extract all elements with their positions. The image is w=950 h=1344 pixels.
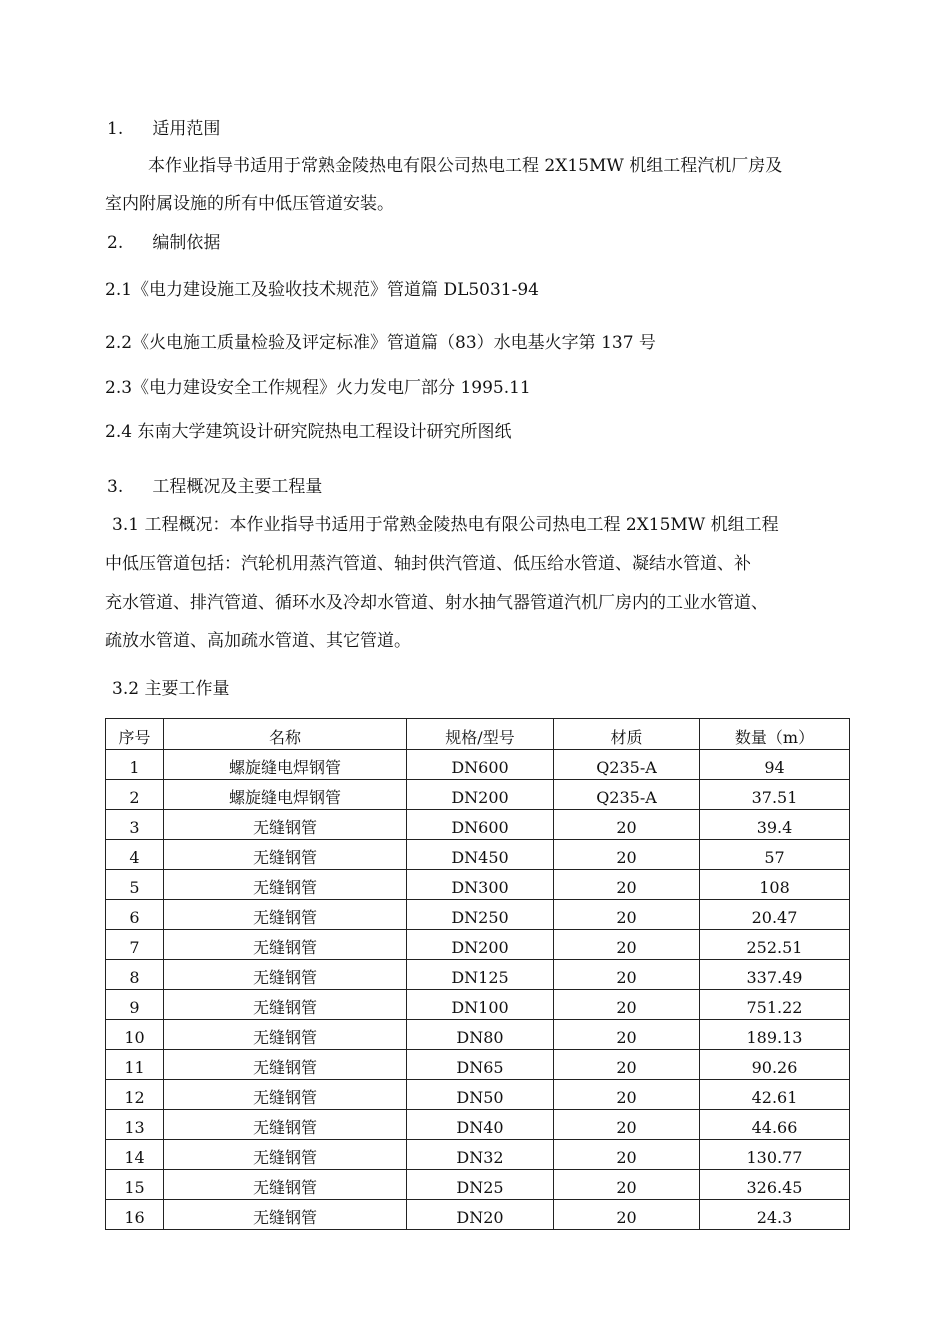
name-cell: 无缝钢管 (164, 1170, 407, 1200)
header-cell: 规格/型号 (407, 719, 554, 750)
material-cell: 20 (554, 1170, 700, 1200)
section-2-heading (107, 231, 220, 255)
section-2-number: 2. (107, 233, 124, 253)
reference-item: 2.3《电力建设安全工作规程》火力发电厂部分 1995.11 (105, 378, 531, 398)
table-row (106, 1050, 850, 1080)
name-cell: 无缝钢管 (164, 1140, 407, 1170)
spec-cell: DN200 (407, 930, 554, 960)
quantity-cell: 189.13 (700, 1020, 850, 1050)
table-header-row (106, 719, 850, 750)
quantity-cell: 20.47 (700, 900, 850, 930)
name-cell: 无缝钢管 (164, 1110, 407, 1140)
material-cell: 20 (554, 1080, 700, 1110)
material-cell: Q235-A (554, 750, 700, 780)
index-cell: 10 (106, 1020, 164, 1050)
name-cell: 螺旋缝电焊钢管 (164, 750, 407, 780)
section-2-title: 编制依据 (152, 233, 221, 253)
table-row (106, 810, 850, 840)
name-cell: 无缝钢管 (164, 1200, 407, 1230)
table-row (106, 930, 850, 960)
quantity-cell: 94 (700, 750, 850, 780)
material-cell: 20 (554, 960, 700, 990)
material-cell: 20 (554, 990, 700, 1020)
index-cell: 5 (106, 870, 164, 900)
spec-cell: DN65 (407, 1050, 554, 1080)
section-3-1-line: 3.1 工程概况：本作业指导书适用于常熟金陵热电有限公司热电工程 2X15MW 机组工程 (112, 515, 779, 535)
name-cell: 无缝钢管 (164, 960, 407, 990)
table-row (106, 750, 850, 780)
spec-cell: DN200 (407, 780, 554, 810)
material-cell: 20 (554, 930, 700, 960)
index-cell: 14 (106, 1140, 164, 1170)
material-cell: 20 (554, 810, 700, 840)
quantity-cell: 37.51 (700, 780, 850, 810)
table-row (106, 1020, 850, 1050)
material-cell: 20 (554, 870, 700, 900)
section-1-title: 适用范围 (152, 119, 221, 139)
spec-cell: DN40 (407, 1110, 554, 1140)
section-3-2-title: 3.2 主要工作量 (112, 679, 230, 699)
spec-cell: DN600 (407, 750, 554, 780)
index-cell: 8 (106, 960, 164, 990)
material-cell: 20 (554, 1110, 700, 1140)
index-cell: 7 (106, 930, 164, 960)
table-row (106, 1140, 850, 1170)
quantity-cell: 751.22 (700, 990, 850, 1020)
index-cell: 15 (106, 1170, 164, 1200)
material-cell: 20 (554, 840, 700, 870)
section-1-heading (107, 117, 220, 141)
spec-cell: DN32 (407, 1140, 554, 1170)
table-row (106, 960, 850, 990)
quantity-cell: 130.77 (700, 1140, 850, 1170)
name-cell: 无缝钢管 (164, 810, 407, 840)
table-row (106, 1080, 850, 1110)
index-cell: 13 (106, 1110, 164, 1140)
section-3-1-line: 充水管道、排汽管道、循环水及冷却水管道、射水抽气器管道汽机厂房内的工业水管道、 (105, 593, 768, 613)
quantity-cell: 44.66 (700, 1110, 850, 1140)
section-1-body-line-1: 本作业指导书适用于常熟金陵热电有限公司热电工程 2X15MW 机组工程汽机厂房及 (148, 156, 783, 176)
workload-table (105, 718, 850, 1230)
material-cell: Q235-A (554, 780, 700, 810)
quantity-cell: 39.4 (700, 810, 850, 840)
index-cell: 4 (106, 840, 164, 870)
header-cell: 数量（m） (700, 719, 850, 750)
table-row (106, 900, 850, 930)
reference-item: 2.2《火电施工质量检验及评定标准》管道篇（83）水电基火字第 137 号 (105, 333, 656, 353)
material-cell: 20 (554, 1050, 700, 1080)
spec-cell: DN300 (407, 870, 554, 900)
index-cell: 9 (106, 990, 164, 1020)
spec-cell: DN450 (407, 840, 554, 870)
index-cell: 1 (106, 750, 164, 780)
quantity-cell: 252.51 (700, 930, 850, 960)
index-cell: 2 (106, 780, 164, 810)
index-cell: 6 (106, 900, 164, 930)
reference-item: 2.4 东南大学建筑设计研究院热电工程设计研究所图纸 (105, 422, 512, 442)
quantity-cell: 90.26 (700, 1050, 850, 1080)
section-1-number: 1. (107, 119, 124, 139)
quantity-cell: 108 (700, 870, 850, 900)
spec-cell: DN50 (407, 1080, 554, 1110)
table-row (106, 1110, 850, 1140)
spec-cell: DN25 (407, 1170, 554, 1200)
spec-cell: DN100 (407, 990, 554, 1020)
quantity-cell: 57 (700, 840, 850, 870)
spec-cell: DN250 (407, 900, 554, 930)
material-cell: 20 (554, 900, 700, 930)
section-3-1-line: 中低压管道包括：汽轮机用蒸汽管道、轴封供汽管道、低压给水管道、凝结水管道、补 (105, 554, 751, 574)
index-cell: 3 (106, 810, 164, 840)
index-cell: 12 (106, 1080, 164, 1110)
spec-cell: DN600 (407, 810, 554, 840)
material-cell: 20 (554, 1020, 700, 1050)
reference-item: 2.1《电力建设施工及验收技术规范》管道篇 DL5031-94 (105, 280, 539, 300)
spec-cell: DN80 (407, 1020, 554, 1050)
table-body (106, 750, 850, 1230)
quantity-cell: 337.49 (700, 960, 850, 990)
table-row (106, 990, 850, 1020)
quantity-cell: 326.45 (700, 1170, 850, 1200)
name-cell: 无缝钢管 (164, 840, 407, 870)
name-cell: 无缝钢管 (164, 1020, 407, 1050)
section-3-number: 3. (107, 477, 124, 497)
name-cell: 无缝钢管 (164, 870, 407, 900)
section-3-heading (107, 475, 322, 499)
header-cell: 序号 (106, 719, 164, 750)
spec-cell: DN20 (407, 1200, 554, 1230)
name-cell: 无缝钢管 (164, 1080, 407, 1110)
material-cell: 20 (554, 1200, 700, 1230)
table-row (106, 780, 850, 810)
quantity-cell: 24.3 (700, 1200, 850, 1230)
quantity-cell: 42.61 (700, 1080, 850, 1110)
table-row (106, 1200, 850, 1230)
index-cell: 16 (106, 1200, 164, 1230)
name-cell: 螺旋缝电焊钢管 (164, 780, 407, 810)
section-3-title: 工程概况及主要工程量 (152, 477, 323, 497)
material-cell: 20 (554, 1140, 700, 1170)
index-cell: 11 (106, 1050, 164, 1080)
section-3-1-line: 疏放水管道、高加疏水管道、其它管道。 (105, 631, 411, 651)
header-cell: 材质 (554, 719, 700, 750)
table-row (106, 1170, 850, 1200)
header-cell: 名称 (164, 719, 407, 750)
table-row (106, 870, 850, 900)
name-cell: 无缝钢管 (164, 1050, 407, 1080)
name-cell: 无缝钢管 (164, 990, 407, 1020)
name-cell: 无缝钢管 (164, 900, 407, 930)
name-cell: 无缝钢管 (164, 930, 407, 960)
spec-cell: DN125 (407, 960, 554, 990)
table-row (106, 840, 850, 870)
section-1-body-line-2: 室内附属设施的所有中低压管道安装。 (105, 194, 394, 214)
